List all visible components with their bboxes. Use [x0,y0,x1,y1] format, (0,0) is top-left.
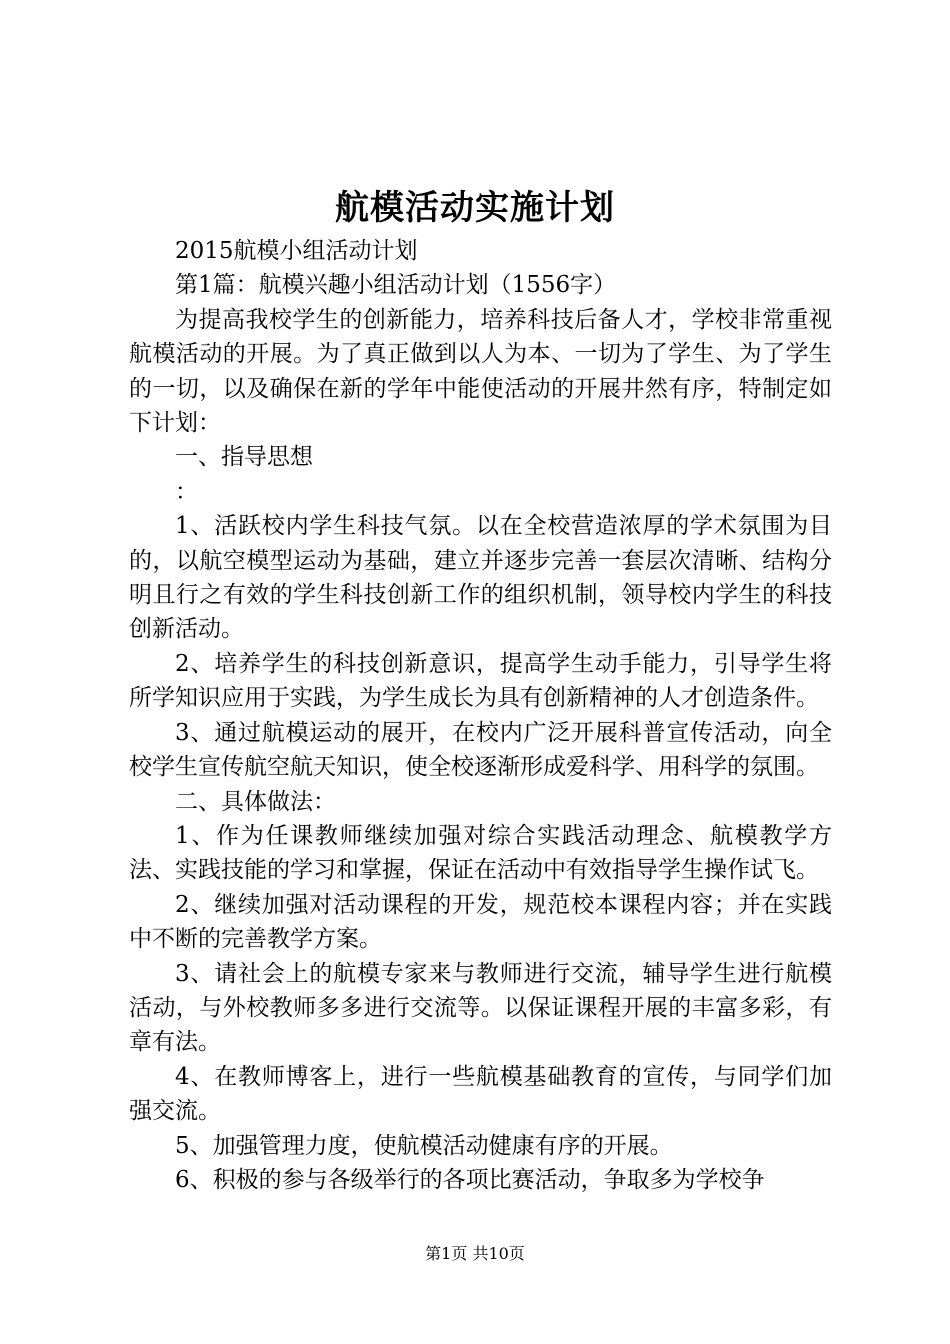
method-item-1: 1、作为任课教师继续加强对综合实践活动理念、航模教学方法、实践技能的学习和掌握，保证在活动中有效指导学生操作试飞。 [129,822,832,884]
subtitle-line: 2015航模小组活动计划 [175,238,418,264]
method-item-5: 5、加强管理力度，使航模活动健康有序的开展。 [175,1132,673,1159]
intro-paragraph: 为提高我校学生的创新能力，培养科技后备人才，学校非常重视航模活动的开展。为了真正做到以人为本、一切为了学生、为了学生的一切，以及确保在新的学年中能使活动的开展井然有序，特制定如下计划： [129,306,832,437]
page-number-footer: 第1页 共10页 [425,1244,525,1263]
ideology-item-2: 2、培养学生的科技创新意识，提高学生动手能力，引导学生将所学知识应用于实践，为学生成长为具有创新精神的人才创造条件。 [129,650,832,712]
section-heading-methods: 二、具体做法： [175,788,336,815]
ideology-item-3: 3、通过航模运动的展开，在校内广泛开展科普宣传活动，向全校学生宣传航空航天知识，使全校逐渐形成爱科学、用科学的氛围。 [129,719,832,781]
method-item-6: 6、积极的参与各级举行的各项比赛活动，争取多为学校争 [175,1166,765,1193]
colon-line: ： [175,478,198,505]
section-heading-guiding-ideology: 一、指导思想 [175,444,313,471]
page-title: 航模活动实施计划 [335,188,615,228]
document-body [129,234,832,1197]
method-item-2: 2、继续加强对活动课程的开发，规范校本课程内容；并在实践中不断的完善教学方案。 [129,891,832,953]
ideology-item-1: 1、活跃校内学生科技气氛。以在全校营造浓厚的学术氛围为目的，以航空模型运动为基础，建立并逐步完善一套层次清晰、结构分明且行之有效的学生科技创新工作的组织机制，领导校内学生的科技创新活动。 [129,513,832,643]
method-item-3: 3、请社会上的航模专家来与教师进行交流，辅导学生进行航模活动，与外校教师多多进行交流等。以保证课程开展的丰富多彩，有章有法。 [129,960,832,1056]
method-item-4: 4、在教师博客上，进行一些航模基础教育的宣传，与同学们加强交流。 [129,1063,832,1125]
chapter-heading: 第1篇：航模兴趣小组活动计划（1556字） [175,272,617,299]
